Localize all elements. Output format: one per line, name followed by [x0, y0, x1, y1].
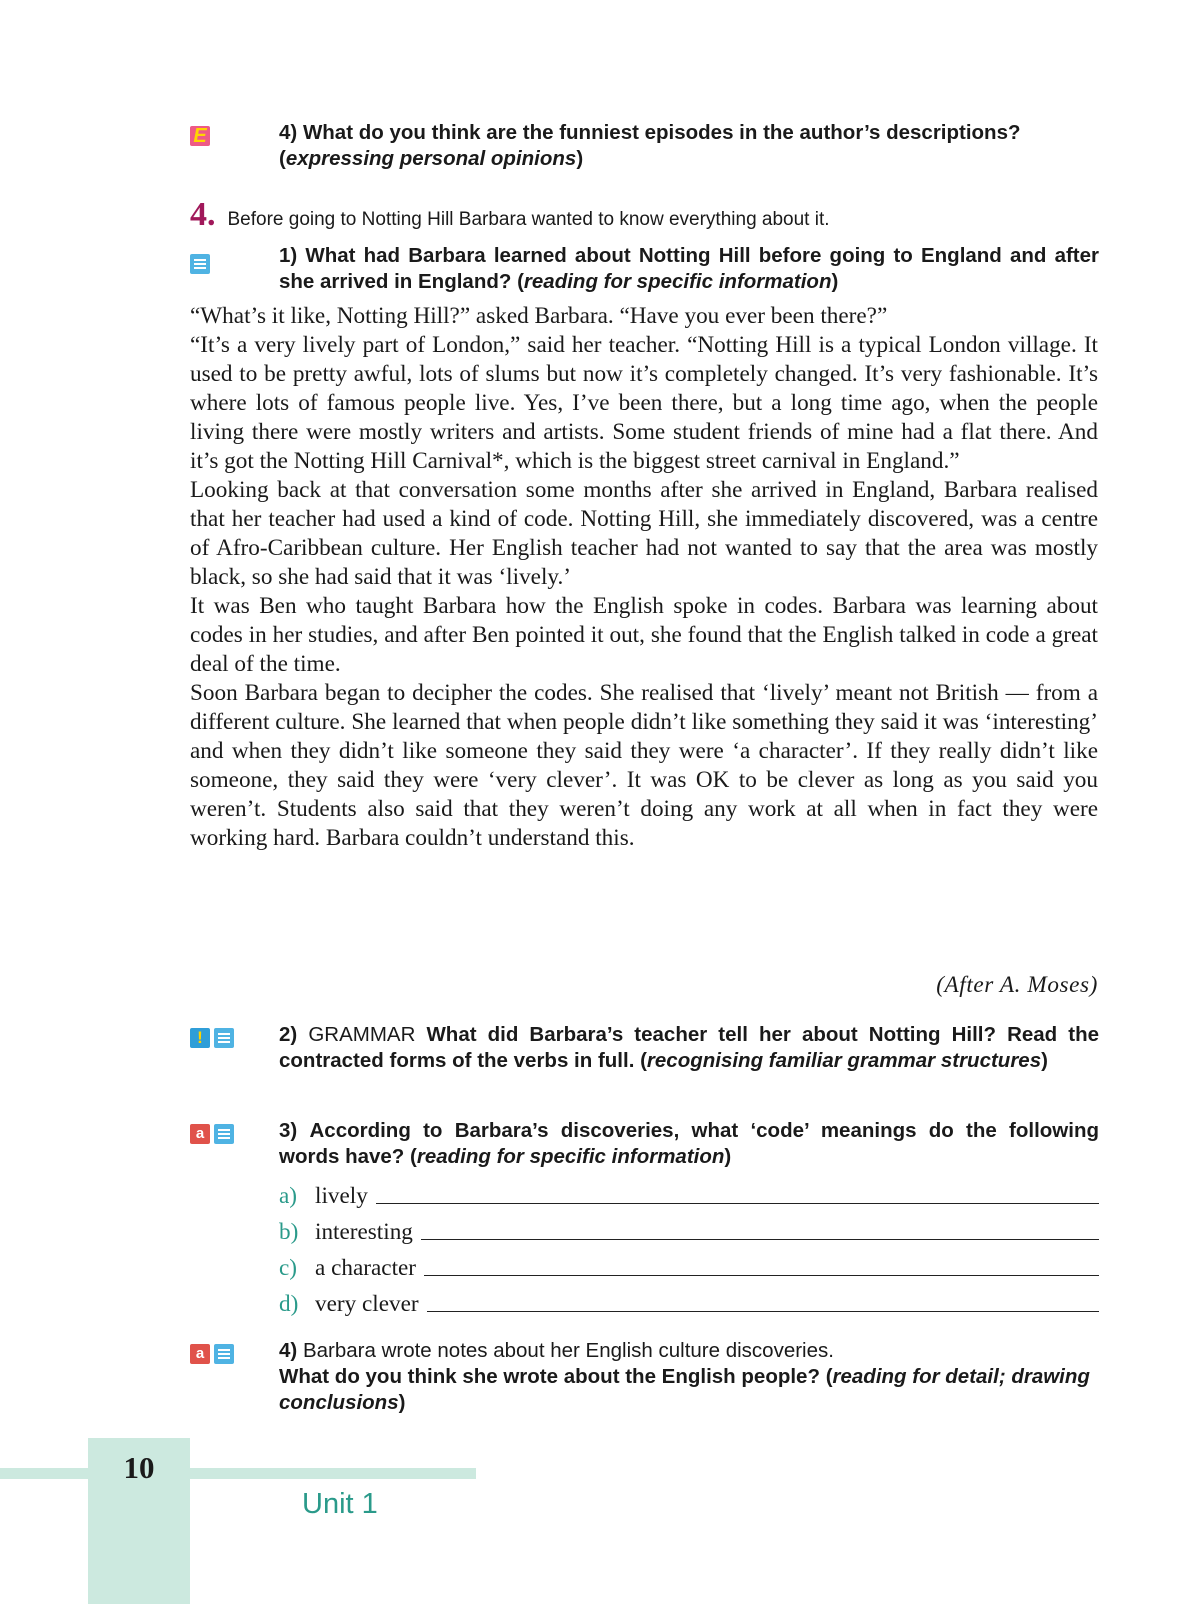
- reading-text: [190, 302, 1098, 853]
- task-e-question: What do you think are the funniest episodes in the author’s descriptions?: [302, 121, 1021, 144]
- answer-letter: b): [279, 1219, 299, 1245]
- answer-line[interactable]: [376, 1203, 1099, 1204]
- task-3-question: According to Barbara’s discoveries, what ‘code’ meanings do the following words have?: [279, 1119, 1099, 1168]
- task-4-question: What do you think she wrote about the English people?: [279, 1365, 820, 1388]
- task-2-question: What did Barbara’s teacher tell her about Notting Hill? Read the contracted forms of the verbs in full.: [279, 1023, 1100, 1072]
- text-lines-icon: [214, 1344, 234, 1364]
- answer-letter: c): [279, 1255, 298, 1281]
- answer-row: [279, 1284, 1099, 1318]
- reading-paragraph: “What’s it like, Notting Hill?” asked Barbara. “Have you ever been there?”: [190, 303, 888, 329]
- task-2: 2) GRAMMAR What did Barbara’s teacher tell her about Notting Hill? Read the contracted forms of the verbs in full. (recognising familiar grammar structures): [279, 1023, 1100, 1072]
- task-4-number: 4): [279, 1339, 298, 1362]
- footer-bar: [0, 1468, 476, 1479]
- task-3-skill: reading for specific information: [416, 1145, 725, 1168]
- answer-letter: d): [279, 1291, 299, 1317]
- source-attribution: (After A. Moses): [936, 972, 1098, 998]
- grammar-tag: GRAMMAR: [308, 1023, 416, 1046]
- text-lines-icon: [214, 1124, 234, 1144]
- task-3-number: 3): [279, 1119, 298, 1142]
- task-2-number: 2): [279, 1023, 298, 1046]
- page-number: 10: [123, 1450, 155, 1485]
- answer-word: interesting: [315, 1219, 413, 1245]
- task-1-skill: reading for specific information: [523, 270, 832, 293]
- task-3: 3) According to Barbara’s discoveries, what ‘code’ meanings do the following words have? (reading for specific information): [279, 1119, 1099, 1168]
- speech-icon: a: [190, 1124, 210, 1144]
- task-4-intro: Barbara wrote notes about her English culture discoveries.: [302, 1339, 834, 1362]
- task-1-question: What had Barbara learned about Notting Hill before going to England and after she arrived in England?: [279, 244, 1099, 293]
- reading-paragraph: “It’s a very lively part of London,” said her teacher. “Notting Hill is a typical London village. It used to be pretty awful, lots of slums but now it’s completely changed. It’s very fashionable. It’s where lots of famous people live. Yes, I’ve been there, but a long time ago, when the people living there were mostly writers and artists. Some student friends of mine had a flat there. And it’s got the Notting Hill Carnival*, which is the biggest street carnival in England.”: [190, 332, 1098, 474]
- answer-word: very clever: [315, 1291, 419, 1317]
- task-e-skill: expressing personal opinions: [285, 147, 577, 170]
- answer-line[interactable]: [427, 1311, 1099, 1312]
- answer-letter: a): [279, 1183, 298, 1209]
- answer-row: [279, 1248, 1099, 1282]
- answer-row: [279, 1212, 1099, 1246]
- answer-word: a character: [315, 1255, 417, 1281]
- reading-paragraph: Looking back at that conversation some months after she arrived in England, Barbara realised that her teacher had used a kind of code. Notting Hill, she immediately discovered, was a centre of Afro-Caribbean culture. Her English teacher had not wanted to say that the area was mostly black, so she had said that it was ‘lively.’: [190, 477, 1098, 590]
- task-4: 4) Barbara wrote notes about her English culture discoveries. What do you think she wrote about the English people? (reading for detail; drawing conclusions): [279, 1339, 1090, 1414]
- reading-paragraph: It was Ben who taught Barbara how the English spoke in codes. Barbara was learning about codes in her studies, and after Ben pointed it out, she found that the English talked in code a great deal of the time.: [190, 593, 1098, 677]
- answer-line[interactable]: [424, 1275, 1099, 1276]
- task-2-skill: recognising familiar grammar structures: [646, 1049, 1042, 1072]
- exercise-number: 4.: [190, 196, 216, 233]
- task-e-number: 4): [279, 121, 298, 144]
- speech-icon: a: [190, 1344, 210, 1364]
- exclamation-icon: !: [190, 1028, 210, 1048]
- e-letter-icon: E: [190, 126, 210, 146]
- task-1-number: 1): [279, 244, 298, 267]
- exercise-intro: Before going to Notting Hill Barbara wanted to know everything about it.: [227, 209, 830, 230]
- answer-word: lively: [315, 1183, 368, 1209]
- task-e: 4) What do you think are the funniest episodes in the author’s descriptions? (expressing personal opinions): [279, 121, 1021, 170]
- answer-row: [279, 1176, 1099, 1210]
- exercise-4-heading: [190, 196, 830, 234]
- text-lines-icon: [190, 254, 210, 274]
- unit-label: Unit 1: [302, 1488, 378, 1520]
- reading-paragraph: Soon Barbara began to decipher the codes. She realised that ‘lively’ meant not British — from a different culture. She learned that when people didn’t like something they said it was ‘interesting’ and when they didn’t like someone they said they were ‘a character’. If they really didn’t like someone, they said they were ‘very clever’. It was OK to be clever as long as you said you weren’t. Students also said that they weren’t doing any work at all when in fact they were working hard. Barbara couldn’t understand this.: [190, 680, 1098, 851]
- answer-line[interactable]: [421, 1239, 1099, 1240]
- task-4-skill: reading for detail; drawing conclusions: [279, 1365, 1090, 1414]
- text-lines-icon: [214, 1028, 234, 1048]
- task-1: 1) What had Barbara learned about Notting Hill before going to England and after she arrived in England? (reading for specific information): [279, 244, 1099, 293]
